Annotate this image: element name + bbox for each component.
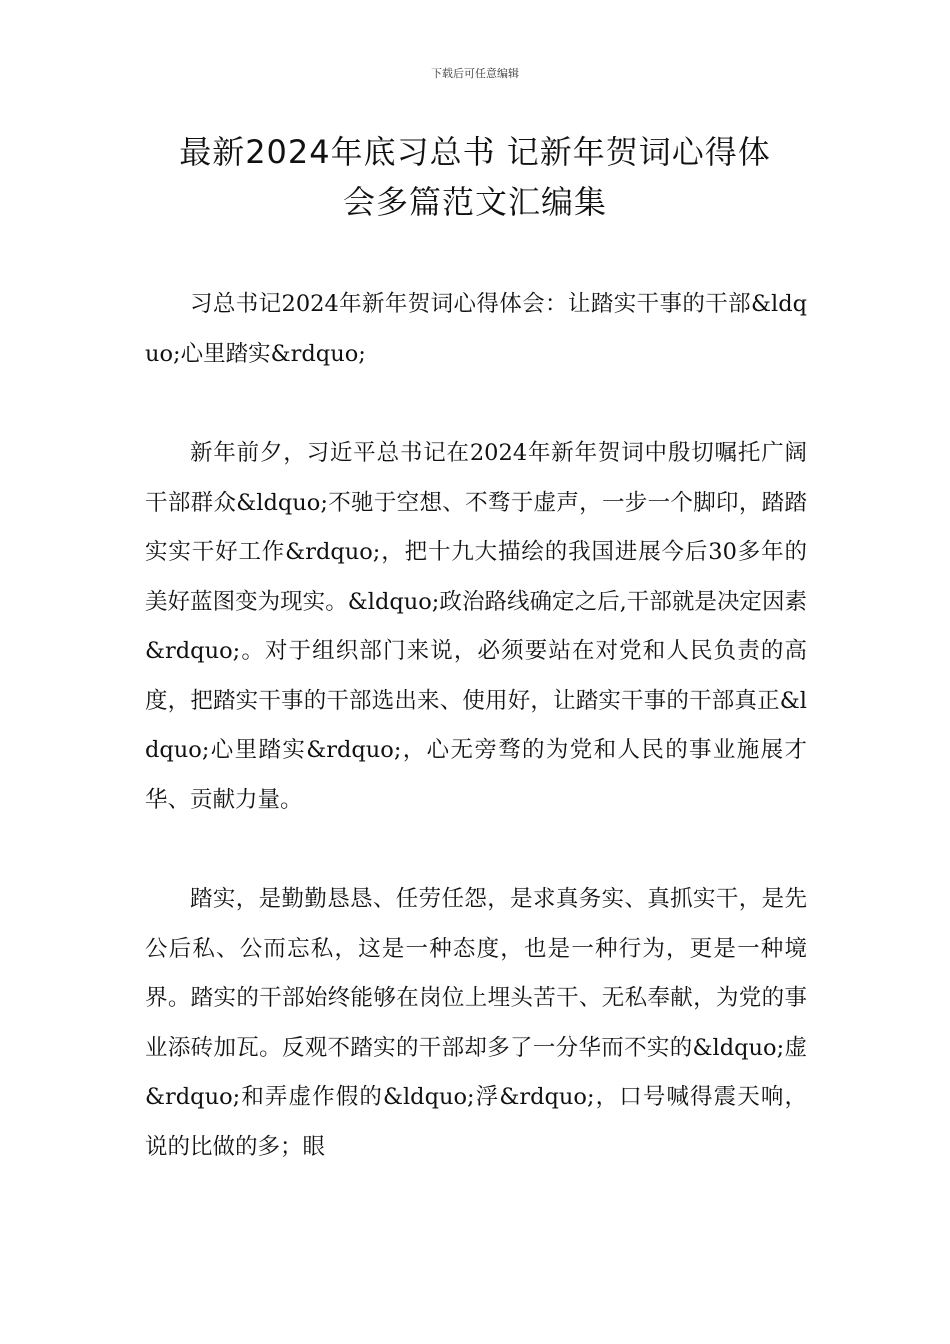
document-title-line-1: 最新2024年底习总书 记新年贺词心得体 (179, 133, 771, 171)
header-note: 下载后可任意编辑 (431, 67, 519, 80)
document-body (145, 280, 807, 1172)
document-title-line-2: 会多篇范文汇编集 (342, 183, 607, 221)
paragraph-body: 踏实，是勤勤恳恳、任劳任怨，是求真务实、真抓实干，是先公后私、公而忘私，这是一种态度，也是一种行为，更是一种境界。踏实的干部始终能够在岗位上埋头苦干、无私奉献，为党的事业添砖加瓦。反观不踏实的干部却多了一分华而不实的&ldquo;虚&rdquo;和弄虚作假的&ldquo;浮&rdquo;，口号喊得震天响，说的比做的多；眼 (145, 886, 807, 1160)
document-title (145, 127, 805, 227)
paragraph-subtitle: 习总书记2024年新年贺词心得体会：让踏实干事的干部&ldquo;心里踏实&rdquo; (145, 291, 807, 367)
paragraph-body: 新年前夕，习近平总书记在2024年新年贺词中殷切嘱托广阔干部群众&ldquo;不驰于空想、不骛于虚声，一步一个脚印，踏踏实实干好工作&rdquo;，把十九大描绘的我国进展今后30多年的美好蓝图变为现实。&ldquo;政治路线确定之后,干部就是决定因素&rdquo;。对于组织部门来说，必须要站在对党和人民负责的高度，把踏实干事的干部选出来、使用好，让踏实干事的干部真正&ldquo;心里踏实&rdquo;，心无旁骛的为党和人民的事业施展才华、贡献力量。 (145, 440, 807, 813)
